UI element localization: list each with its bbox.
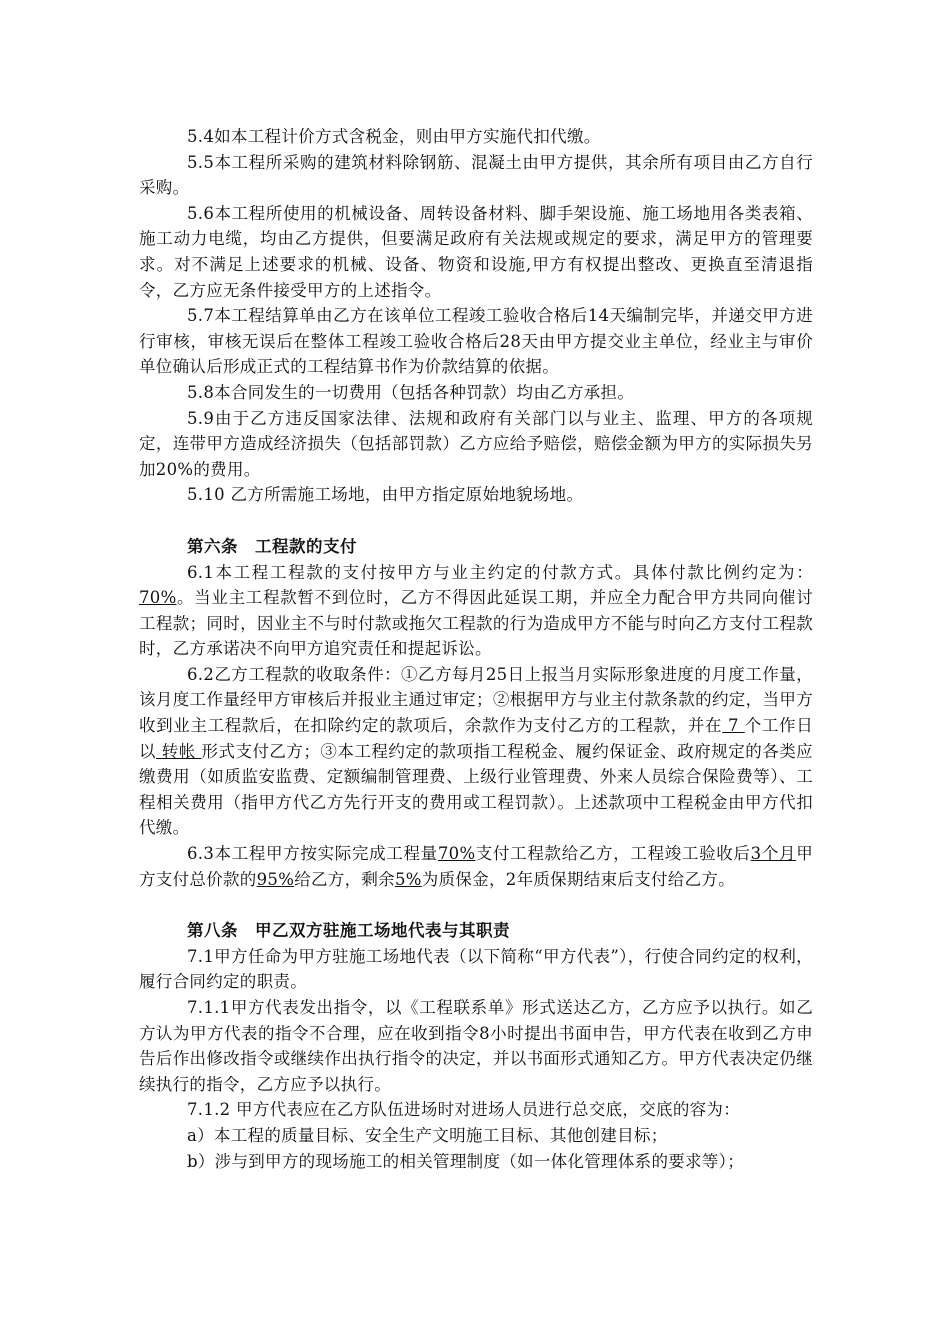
article-6-heading: 第六条 工程款的支付: [187, 536, 357, 556]
clause-6-2: [139, 662, 813, 841]
clause-5-8: 5.8本合同发生的一切费用（包括各种罚款）均由乙方承担。: [187, 382, 635, 402]
clause-6-3-progress-ratio: 70%: [437, 844, 476, 864]
clause-6-2-method: 转帐: [156, 741, 202, 761]
clause-7-1-1: 7.1.1甲方代表发出指令，以《工程联系单》形式送达乙方，乙方应予以执行。如乙方认为甲方代表的指令不合理，应在收到指令8小时提出书面申告，甲方代表在收到乙方申告后作出修改指令或继续作出执行指令的决定，并以书面形式通知乙方。甲方代表决定仍继续执行的指令，乙方应予以执行。: [139, 998, 813, 1094]
clause-5-9: 5.9由于乙方违反国家法律、法规和政府有关部门以与业主、监理、甲方的各项规定，连带甲方造成经济损失（包括部罚款）乙方应给予赔偿，赔偿金额为甲方的实际损失另加20%的费用。: [139, 408, 813, 479]
clause-6-3-text-e: 为质保金，2年质保期结束后支付给乙方。: [421, 869, 735, 889]
clause-6-3-text-d: 给乙方，剩余: [294, 869, 395, 889]
clause-6-3-retention: 5%: [395, 869, 422, 889]
clause-6-1-text-a: 6.1本工程工程款的支付按甲方与业主约定的付款方式。具体付款比例约定为：: [187, 562, 813, 582]
clause-6-1-text-b: 。当业主工程款暂不到位时，乙方不得因此延误工期，并应全力配合甲方共同向催讨工程款；同时，因业主不与时付款或拖欠工程款的行为造成甲方不能与时向乙方支付工程款时，乙方承诺决不向甲方追究责任和提起诉讼。: [139, 588, 813, 659]
clause-6-2-text-a: 6.2乙方工程款的收取条件：①乙方每月25日上报当月实际形象进度的月度工作量，该月度工作量经甲方审核后并报业主通过审定；②根据甲方与业主付款条款的约定，当甲方收到业主工程款后，在扣除约定的款项后，余款作为支付乙方的工程款，并在: [139, 664, 813, 736]
clause-6-1-ratio: 70%: [139, 588, 177, 608]
clause-7-1: 7.1甲方任命为甲方驻施工场地代表（以下简称“甲方代表”），行使合同约定的权利，履行合同约定的职责。: [139, 946, 813, 992]
clause-7-1-2: 7.1.2 甲方代表应在乙方队伍进场时对进场人员进行总交底，交底的容为：: [187, 1100, 741, 1120]
clause-6-3: [139, 841, 813, 892]
clause-6-3-text-b: 支付工程款给乙方，工程竣工验收后: [475, 844, 751, 864]
clause-5-7: 5.7本工程结算单由乙方在该单位工程竣工验收合格后14天编制完毕，并递交甲方进行审核，审核无误后在整体工程竣工验收合格后28天由甲方提交业主单位，经业主与审价单位确认后形成正式的工程结算书作为价款结算的依据。: [139, 306, 813, 377]
clause-6-3-text-c: 甲方支付总价款的: [139, 844, 814, 889]
clause-6-2-days: 7: [722, 716, 745, 736]
article-8-heading: 第八条 甲乙双方驻施工场地代表与其职责: [187, 921, 510, 941]
clause-6-3-period: 3个月: [750, 844, 797, 864]
clause-5-6: 5.6本工程所使用的机械设备、周转设备材料、脚手架设施、施工场地用各类表箱、施工动力电缆，均由乙方提供，但要满足政府有关法规或规定的要求，满足甲方的管理要求。对不满足上述要求的机械、设备、物资和设施,甲方有权提出整改、更换直至清退指令，乙方应无条件接受甲方的上述指令。: [139, 203, 813, 300]
document-body: [139, 124, 813, 1174]
clause-6-1: [139, 560, 813, 662]
clause-5-10: 5.10 乙方所需施工场地，由甲方指定原始地貌场地。: [187, 485, 584, 505]
clause-6-3-text-a: 6.3本工程甲方按实际完成工程量: [187, 844, 438, 864]
clause-7-1-2-a: a）本工程的质量目标、安全生产文明施工目标、其他创建目标；: [187, 1125, 668, 1145]
clause-6-2-text-c: 形式支付乙方；③本工程约定的款项指工程税金、履约保证金、政府规定的各类应缴费用（如质监安监费、定额编制管理费、上级行业管理费、外来人员综合保险费等）、工程相关费用（指甲方代乙方先行开支的费用或工程罚款）。上述款项中工程税金由甲方代扣代缴。: [139, 741, 813, 838]
clause-5-5: 5.5本工程所采购的建筑材料除钢筋、混凝土由甲方提供，其余所有项目由乙方自行采购。: [139, 152, 813, 198]
spacer: [139, 508, 813, 534]
clause-7-1-2-b: b）涉与到甲方的现场施工的相关管理制度（如一体化管理体系的要求等）；: [187, 1151, 745, 1171]
clause-6-3-total-ratio: 95%: [256, 869, 295, 889]
clause-6-2-text-b: 个工作日以: [139, 716, 814, 761]
spacer: [139, 892, 813, 918]
clause-5-4: 5.4如本工程计价方式含税金，则由甲方实施代扣代缴。: [187, 127, 601, 146]
